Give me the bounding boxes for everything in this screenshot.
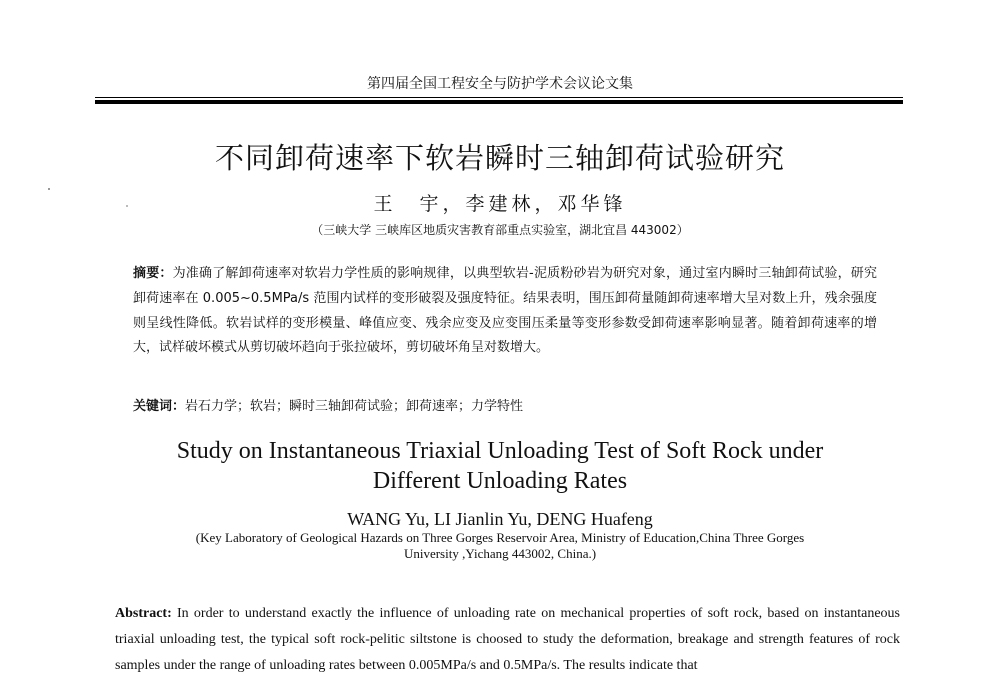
english-abstract-text: In order to understand exactly the influence of unloading rate on mechanical properties of soft rock, based on instantaneous triaxial unloading test, the typical soft rock-pelitic siltstone is choosed to study the deformation, breakage and strength features of rock samples under the range of unloading rates between 0.005MPa/s and 0.5MPa/s. The results indicate that [115, 606, 900, 673]
english-abstract [115, 601, 900, 679]
chinese-affiliation: （三峡大学 三峡库区地质灾害教育部重点实验室，湖北宜昌 443002） [311, 223, 689, 237]
chinese-keywords-label: 关键词： [133, 399, 186, 414]
chinese-abstract-label: 摘要： [133, 266, 173, 281]
chinese-keywords [133, 398, 877, 416]
chinese-abstract-text: 为准确了解卸荷速率对软岩力学性质的影响规律，以典型软岩-泥质粉砂岩为研究对象，通过室内瞬时三轴卸荷试验，研究卸荷速率在 0.005~0.5MPa/s 范围内试样的变形破裂及强度特征。结果表明，围压卸荷量随卸荷速率增大呈对数上升，残余强度则呈线性降低。软岩试样的变形模量、峰值应变、残余应变及应变围压柔量等变形参数受卸荷速率影响显著。随着卸荷速率的增大，试样破坏模式从剪切破坏趋向于张拉破坏，剪切破坏角呈对数增大。 [133, 266, 877, 356]
english-title-line2: Different Unloading Rates [372, 468, 628, 494]
chinese-title: 不同卸荷速率下软岩瞬时三轴卸荷试验研究 [214, 141, 785, 175]
english-title [0, 436, 1000, 496]
english-affiliation-line1: (Key Laboratory of Geological Hazards on Three Gorges Reservoir Area, Ministry of Education,China Three Gorges [195, 530, 805, 545]
english-authors: WANG Yu, LI Jianlin Yu, DENG Huafeng [347, 509, 653, 529]
running-header: 第四届全国工程安全与防护学术会议论文集 [367, 76, 633, 92]
english-affiliation [130, 530, 870, 562]
chinese-abstract [133, 262, 877, 361]
english-affiliation-line2: University ,Yichang 443002, China.) [403, 546, 597, 561]
header-rule-thin [95, 97, 903, 98]
chinese-authors: 王 宇，李建林，邓华锋 [373, 193, 627, 215]
english-title-line1: Study on Instantaneous Triaxial Unloading Test of Soft Rock under [176, 438, 824, 464]
chinese-keywords-text: 岩石力学；软岩；瞬时三轴卸荷试验；卸荷速率；力学特性 [185, 399, 524, 414]
header-rule-thick [95, 100, 903, 104]
scan-speck [48, 188, 50, 190]
english-abstract-label: Abstract: [115, 606, 172, 621]
